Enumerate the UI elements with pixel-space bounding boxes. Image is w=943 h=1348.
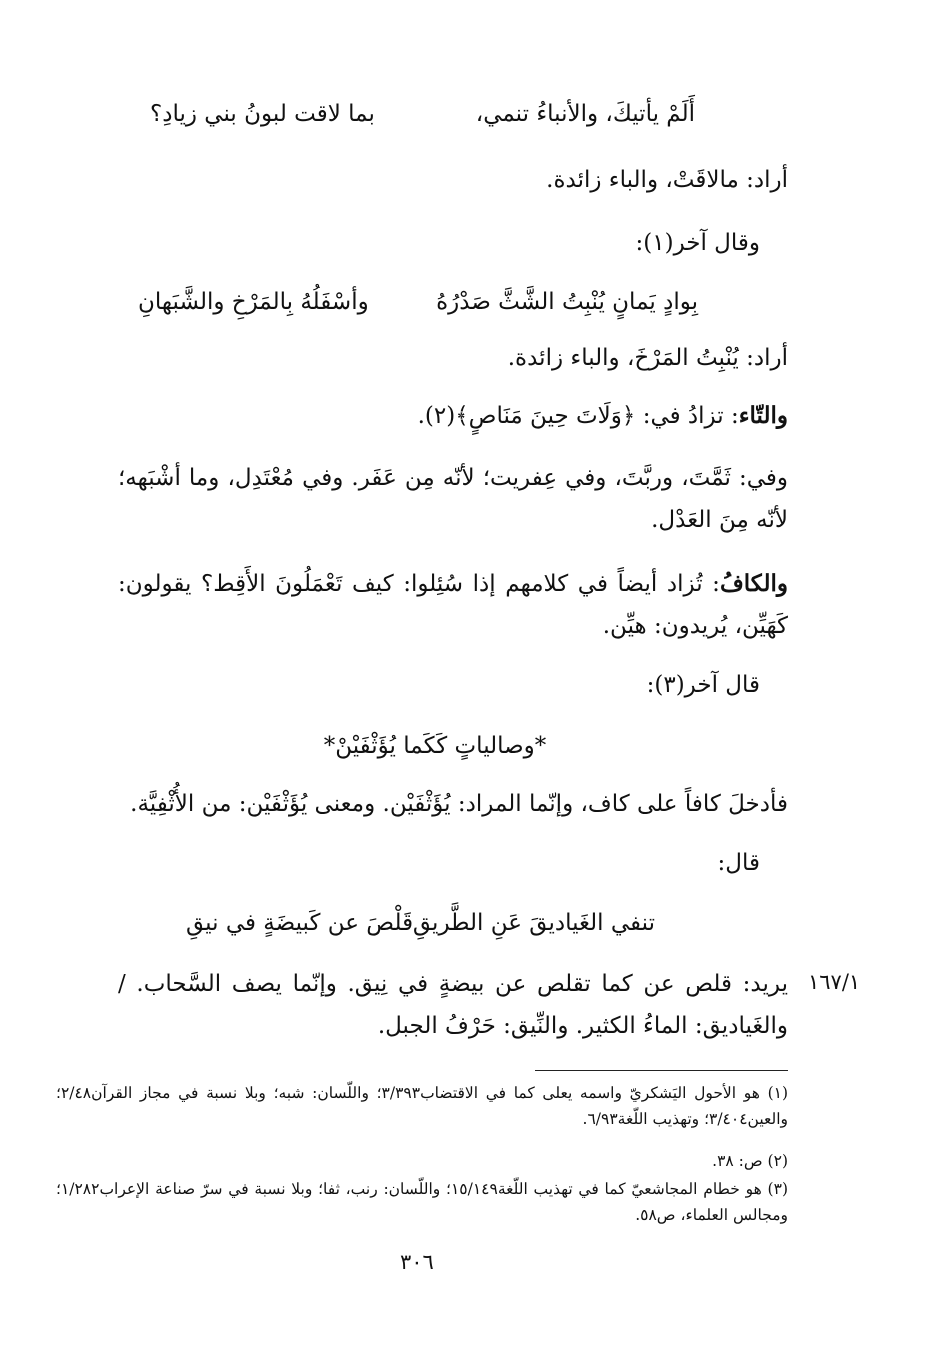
paragraph-8: فأدخلَ كافاً على كاف، وإنّما المراد: يُؤَثْفَيْن. ومعنى يُؤَثْفَيْن: من الأُثْفِيَّة.: [130, 791, 788, 817]
footnote-separator: [535, 1070, 788, 1071]
verse2-first-hemistich: بِوادٍ يَمانٍ يُنْبِتُ الشَّثَّ صَدْرُهُ: [436, 289, 698, 315]
paragraph-5: وفي: ثَمَّتَ، وربَّتَ، وفي عِفريت؛ لأنّه مِن عَفَر. وفي مُعْتَدِل، وما أشْبَهه؛ لأنّه مِنَ العَدْل.: [118, 465, 788, 533]
page-number: ٣٠٦: [400, 1250, 434, 1274]
verse4-first-hemistich: تنفي الغَياديقَ عَنِ الطَّريقِ: [412, 910, 655, 936]
verse1-first-hemistich: أَلَمْ يأتيكَ، والأنباءُ تنمي،: [475, 101, 695, 127]
paragraph-10: يريد: قلص عن كما تقلص عن بيضةٍ في نِيق. وإنّما يصف السَّحاب. / والغَياديق: الماءُ الكثير. والنِّيق: حَرْفُ الجبل.: [118, 971, 788, 1039]
paragraph-6: [118, 563, 788, 647]
paragraph-4: [418, 401, 788, 431]
paragraph-7: قال آخر(٣):: [646, 672, 760, 698]
verse4-second-hemistich: قَلْصَ عن كَبيضَةٍ في نيقِ: [186, 910, 414, 936]
footnote-3: (٣) هو خطام المجاشعيّ كما في تهذيب اللّغة١٥/١٤٩؛ واللّسان: رنب، ثفا؛ وبلا نسبة في سرّ صناعة الإعراب١/٢٨٢؛ ومجالس العلماء، ص٥٨.: [56, 1180, 788, 1224]
paragraph-2: وقال آخر(١):: [635, 230, 760, 256]
paragraph-9: قال:: [717, 850, 760, 876]
verse3: *وصالياتٍ كَكَما يُؤَثْفَيْنْ*: [323, 733, 547, 759]
footnote-1: (١) هو الأحول اليَشكريّ واسمه يعلى كما في الاقتضاب٣/٣٩٣؛ واللّسان: شبه؛ وبلا نسبة في مجاز القرآن٢/٤٨؛ والعين٣/٤٠٤؛ وتهذيب اللّغة٦/٩٣.: [56, 1084, 789, 1128]
paragraph-4-text: : تزادُ في: ﴿وَلَاتَ حِينَ مَنَاصٍ﴾(٢).: [417, 403, 739, 429]
paragraph-6-text: : تُزاد أيضاً في كلامهم إذا سُئِلوا: كيف تَعْمَلُونَ الأَقِط؟ يقولون: كَهَيِّن، يُريدون: هيِّن.: [118, 571, 788, 639]
paragraph-1: أراد: مالاقَتْ، والباء زائدة.: [546, 167, 788, 193]
verse2-second-hemistich: وأسْفَلُهُ بِالمَرْخِ والشَّبَهانِ: [138, 289, 369, 315]
margin-reference: ١٦٧/١: [808, 970, 861, 994]
paragraph-3: أراد: يُنْبِتُ المَرْخَ، والباء زائدة.: [507, 345, 788, 371]
term-taa: والتّاء: [738, 402, 788, 429]
footnote-2: (٢) ص: ٣٨.: [712, 1152, 788, 1170]
term-kaf: والكافُ: [719, 570, 788, 597]
verse1-second-hemistich: بما لاقت لبونُ بني زيادِ؟: [150, 101, 375, 127]
